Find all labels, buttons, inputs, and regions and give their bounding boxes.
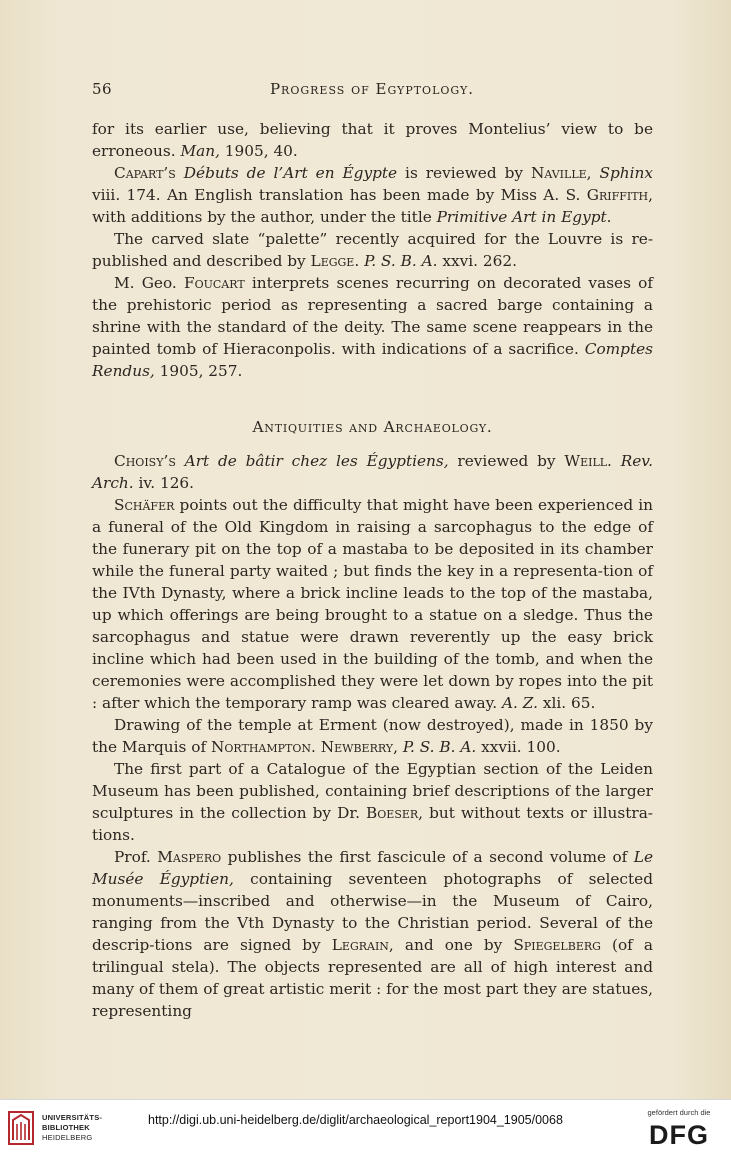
page-number: 56 <box>92 80 113 98</box>
paragraph <box>92 846 653 1022</box>
text-run: xxvii. 100. <box>476 738 561 756</box>
author-name: Spiegelberg <box>513 936 601 954</box>
text-run <box>176 452 185 470</box>
journal-ref: A. Z. <box>502 694 538 712</box>
text-run: publishes the first fascicule of a second volume of <box>221 848 634 866</box>
text-run: The carved slate “palette” recently acquired for the Louvre is re-published and described by <box>92 230 653 270</box>
body-text <box>92 118 653 1022</box>
text-run: Prof. <box>114 848 158 866</box>
paragraph <box>92 228 653 272</box>
dfg-logo[interactable]: DFG <box>649 1120 709 1150</box>
text-run: reviewed by <box>448 452 565 470</box>
author-name: Griffith, <box>586 186 653 204</box>
text-run: interprets scenes recurring on decorated vases of the prehistoric period as representing a sacred barge containing a shrine with the standard of the deity. The same scene reappears in the painted tomb of Hieraconpolis. with indications of a sacrifice. <box>92 274 653 358</box>
journal-ref: P. S. B. A. <box>402 738 477 756</box>
journal-ref: Sphinx <box>599 164 653 182</box>
text-run: iv. 126. <box>133 474 195 492</box>
text-run: with additions by the author, under the title <box>92 208 437 226</box>
author-name: Legge. <box>310 252 360 270</box>
author-name: Legrain, <box>331 936 394 954</box>
text-run: 1905, 40. <box>219 142 298 160</box>
author-name: Choisy’s <box>114 452 176 470</box>
book-title: Art de bâtir chez les Égyptiens, <box>184 452 449 470</box>
text-run: containing seventeen photographs of selected monuments—inscribed and otherwise—in the Museum of Cairo, ranging from the Vth Dynasty to the Christian period. Several of the descrip-tions are signed by <box>92 870 653 954</box>
text-run: xli. 65. <box>538 694 596 712</box>
running-title: Progress of Egyptology. <box>269 80 475 98</box>
text-run: points out the difficulty that might have been experienced in a funeral of the Old Kingdom in raising a sarcophagus to the edge of the funerary pit on the top of a mastaba to be deposited in its chamber while the funeral party waited ; but finds the key in a representa-tion of the IVth Dynasty, where a brick incline leads to the top of the mastaba, up which offerings are being brought to a statue on a sledge. Thus the sarcophagus and statue were drawn reverently up the easy brick incline which had been used in the building of the tomb, and when the ceremonies were accomplished they were let down by ropes into the pit : after which the temporary ramp was cleared away. <box>92 496 653 712</box>
author-name: Northampton. <box>211 738 316 756</box>
author-name: Boeser, <box>366 804 424 822</box>
logo-line: BIBLIOTHEK <box>42 1123 90 1132</box>
journal-ref: Man, <box>180 142 220 160</box>
paragraph <box>92 162 653 228</box>
paragraph <box>92 450 653 494</box>
permalink-url[interactable]: http://digi.ub.uni-heidelberg.de/diglit/archaeological_report1904_1905/0068 <box>148 1113 563 1127</box>
journal-ref: Comptes Rendus, <box>92 340 653 380</box>
author-name: Maspero <box>157 848 222 866</box>
journal-ref: P. S. B. A. <box>364 252 438 270</box>
paragraph <box>92 714 653 758</box>
text-run: xxvi. 262. <box>437 252 517 270</box>
logo-line: HEIDELBERG <box>42 1133 93 1142</box>
text-run <box>612 452 621 470</box>
library-emblem-icon <box>8 1110 34 1146</box>
author-name: Schäfer <box>114 496 175 514</box>
book-title: Débuts de l’Art en Égypte <box>183 164 398 182</box>
paragraph <box>92 118 653 162</box>
author-name: Foucart <box>183 274 245 292</box>
text-run: but without texts or illustra-tions. <box>92 804 653 844</box>
text-run: (of a trilingual stela). The objects represented are all of high interest and many of them of great artistic merit : for the most part they are statues, representing <box>92 936 653 1020</box>
text-run <box>176 164 184 182</box>
text-run: 1905, 257. <box>154 362 243 380</box>
author-name: Capart’s <box>114 164 176 182</box>
author-name: Naville, <box>530 164 592 182</box>
text-run: M. Geo. <box>114 274 184 292</box>
text-run: The first part of a Catalogue of the Egyptian section of the Leiden Museum has been published, containing brief descriptions of the larger sculptures in the collection by Dr. <box>92 760 653 822</box>
section-heading: Antiquities and Archaeology. <box>252 418 493 436</box>
university-library-logo[interactable] <box>8 1110 118 1146</box>
journal-ref: Rev. Arch. <box>92 452 653 492</box>
book-title: Le Musée Égyptien, <box>92 848 654 888</box>
page-header <box>92 80 652 102</box>
funded-by-label: gefördert durch die <box>647 1108 711 1117</box>
text-run: and one by <box>393 936 514 954</box>
paragraph <box>92 272 653 382</box>
text-run: is reviewed by <box>397 164 531 182</box>
text-run: Drawing of the temple at Erment (now destroyed), made in 1850 by the Marquis of <box>92 716 653 756</box>
author-name: Newberry, <box>320 738 398 756</box>
text-run: viii. 174. An English translation has been made by Miss A. S. <box>92 186 587 204</box>
paragraph <box>92 758 653 846</box>
book-title: Primitive Art in Egypt. <box>436 208 612 226</box>
paragraph <box>92 494 653 714</box>
logo-line: UNIVERSITÄTS- <box>42 1113 103 1122</box>
text-run: for its earlier use, believing that it proves Montelius’ view to be erroneous. <box>92 120 653 160</box>
viewer-footer <box>0 1099 731 1156</box>
author-name: Weill. <box>564 452 612 470</box>
